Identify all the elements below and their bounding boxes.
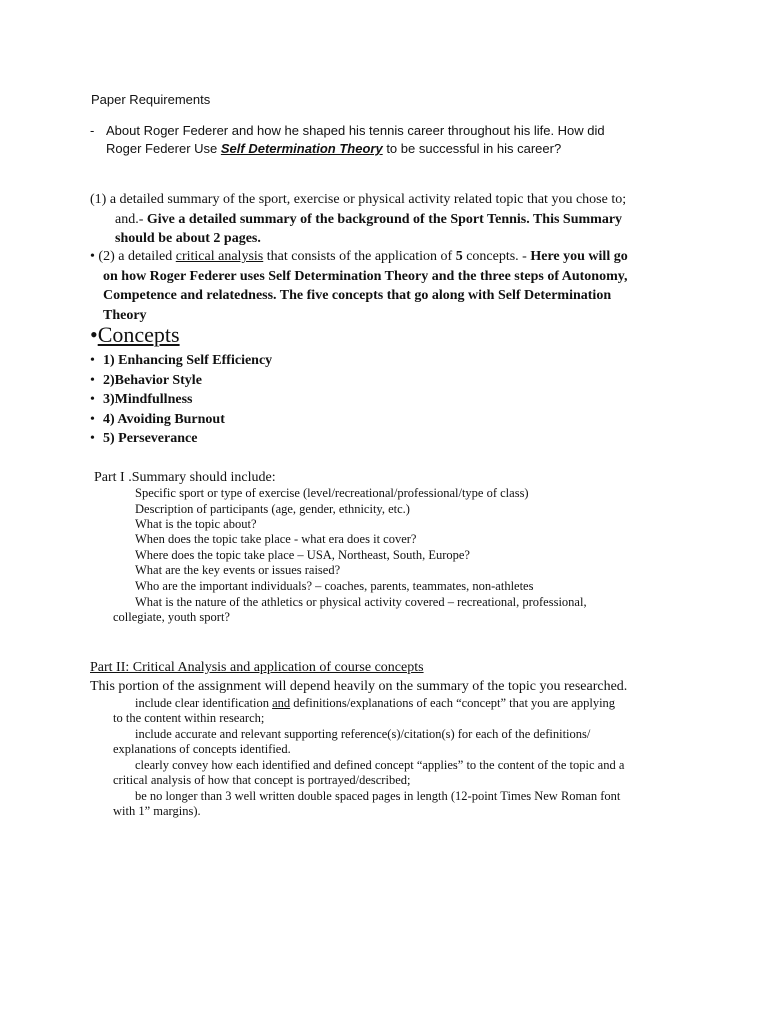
item-1-bold: Give a detailed summary of the background of the Sport Tennis. This Summary (146, 211, 623, 227)
concept-text: 5) Perseverance (103, 431, 198, 446)
concept-text: 3)Mindfullness (103, 392, 193, 407)
part-2-item (135, 696, 615, 711)
part-2-item-continuation: to the content within research; (113, 711, 265, 725)
part-2-item: be no longer than 3 well written double spaced pages in length (12-point Times New Roman font (135, 789, 621, 803)
part-2-heading: Part II: Critical Analysis and application of course concepts (90, 660, 424, 675)
intro-line-2 (106, 140, 605, 158)
bullet-dot: • (90, 412, 95, 427)
bullet-dot: • (90, 322, 98, 347)
bullet-dot: • (90, 392, 95, 407)
item-1-line-2 (90, 210, 626, 230)
part-2-intro: This portion of the assignment will depend heavily on the summary of the topic you researched. (90, 679, 628, 694)
part-1-item: Specific sport or type of exercise (level/recreational/professional/type of class) (135, 486, 529, 500)
part-2-item-continuation: explanations of concepts identified. (113, 742, 291, 756)
item-2-pre: (2) a detailed (94, 249, 176, 264)
item-2-mid: that consists of the application of (263, 249, 456, 264)
part-2-item-text: definitions/explanations of each “concept” that you are applying (290, 696, 616, 710)
part-2-item-continuation: with 1” margins). (113, 804, 201, 818)
item-2-line-4: Theory (103, 307, 147, 323)
part-2-item-continuation: critical analysis of how that concept is portrayed/described; (113, 773, 411, 787)
concepts-heading (90, 322, 180, 348)
and-underlined: and (272, 696, 291, 710)
bullet-dot: • (90, 249, 95, 264)
part-2-item-text: include clear identification (135, 696, 273, 710)
concept-item (90, 392, 192, 408)
item-2-bold-start: Here you will go (530, 249, 628, 264)
concept-item (90, 353, 272, 369)
intro-line-2-start: Roger Federer Use (106, 141, 221, 156)
part-1-item: What is the topic about? (135, 517, 257, 531)
concept-count: 5 (455, 249, 463, 264)
item-1-block (90, 190, 626, 249)
part-2-item: include accurate and relevant supporting reference(s)/citation(s) for each of the definitions/ (135, 727, 591, 741)
concept-item (90, 431, 197, 447)
item-2-post: concepts. - (462, 249, 531, 264)
part-1-item: Description of participants (age, gender, ethnicity, etc.) (135, 502, 410, 516)
part-2-item: clearly convey how each identified and defined concept “applies” to the content of the topic and a (135, 758, 625, 772)
item-1-line-1: (1) a detailed summary of the sport, exercise or physical activity related topic that you chose to; (90, 192, 627, 207)
bullet-dot: • (90, 373, 95, 388)
concept-text: 2)Behavior Style (103, 373, 202, 388)
concept-text: 1) Enhancing Self Efficiency (103, 353, 273, 368)
bullet-dot: • (90, 431, 95, 446)
dash-bullet: - (90, 123, 95, 138)
item-2-block (90, 247, 628, 325)
concept-item (90, 373, 202, 389)
page-title: Paper Requirements (91, 92, 211, 107)
item-2-line-2: on how Roger Federer uses Self Determination Theory and the three steps of Autonomy, (103, 268, 628, 284)
item-1-plain: and.- (115, 211, 147, 227)
concept-text: 4) Avoiding Burnout (103, 412, 225, 427)
item-2-line-3: Competence and relatedness. The five concepts that go along with Self Determination (103, 288, 612, 303)
item-1-line-3: should be about 2 pages. (115, 231, 261, 246)
part-1-heading: Part I .Summary should include: (94, 470, 276, 485)
intro-line-2-end: to be successful in his career? (382, 141, 562, 156)
critical-analysis-underlined: critical analysis (175, 249, 264, 264)
item-2-line-1 (90, 247, 628, 267)
concept-item (90, 412, 225, 428)
intro-line-1: About Roger Federer and how he shaped his tennis career throughout his life. How did (106, 123, 605, 138)
part-1-item: When does the topic take place - what era does it cover? (135, 532, 417, 546)
concepts-heading-text: Concepts (97, 322, 180, 347)
sdt-emphasis: Self Determination Theory (220, 141, 383, 156)
part-1-item: What is the nature of the athletics or physical activity covered – recreational, professional, (135, 595, 587, 609)
intro-text (106, 122, 605, 158)
bullet-dot: • (90, 353, 95, 368)
part-1-item: Who are the important individuals? – coaches, parents, teammates, non-athletes (135, 579, 534, 593)
part-1-item-continuation: collegiate, youth sport? (113, 610, 230, 624)
part-1-item: Where does the topic take place – USA, Northeast, South, Europe? (135, 548, 470, 562)
part-1-item: What are the key events or issues raised? (135, 563, 341, 577)
